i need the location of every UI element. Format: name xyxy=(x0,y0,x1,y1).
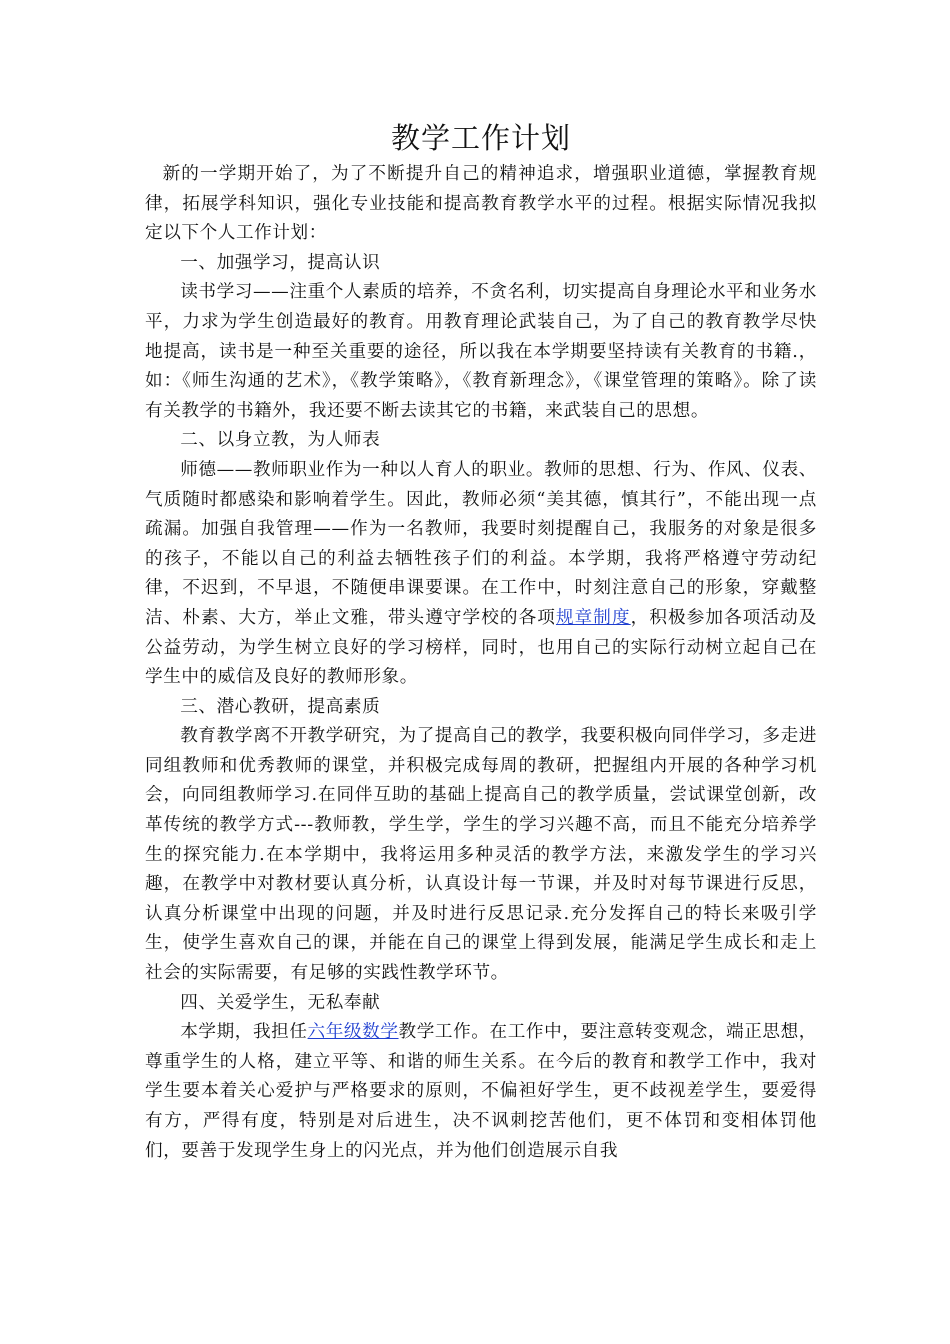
section-3-body: 教育教学离不开教学研究，为了提高自己的教学，我要积极向同伴学习，多走进同组教师和优秀教师的课堂，并积极完成每周的教研，把握组内开展的各种学习机会，向同组教师学习.在同伴互助的基础上提高自己的教学质量，尝试课堂创新，改革传统的教学方式---教师教，学生学，学生的学习兴趣不高，而且不能充分培养学生的探究能力.在本学期中，我将运用多种灵活的教学方法，来激发学生的学习兴趣，在教学中对教材要认真分析，认真设计每一节课，并及时对每节课进行反思，认真分析课堂中出现的问题，并及时进行反思记录.充分发挥自己的特长来吸引学生，使学生喜欢自己的课，并能在自己的课堂上得到发展，能满足学生成长和走上社会的实际需要，有足够的实践性教学环节。 xyxy=(145,726,817,984)
section-2-heading: 二、以身立教，为人师表 xyxy=(180,430,381,451)
section-2-body xyxy=(145,456,817,693)
section-2-text-after: ，积极参加各项活动及公益劳动，为学生树立良好的学习榜样，同时，也用自己的实际行动树立起自己在学生中的威信及良好的教师形象。 xyxy=(145,607,817,688)
section-4-text-after: 教学工作。在工作中，要注意转变观念，端正思想，尊重学生的人格，建立平等、和谐的师生关系。在今后的教育和教学工作中，我对学生要本着关心爱护与严格要求的原则，不偏袒好学生，更不歧视差学生，要爱得有方，严得有度，特别是对后进生，决不讽刺挖苦他们，更不体罚和变相体罚他们，要善于发现学生身上的闪光点，并为他们创造展示自我 xyxy=(145,1022,817,1161)
section-3-heading: 三、潜心教研，提高素质 xyxy=(180,696,381,717)
document-page xyxy=(145,118,817,1166)
rules-link[interactable]: 规章制度 xyxy=(555,607,631,628)
section-4-text-before: 本学期，我担任 xyxy=(180,1022,308,1043)
intro-paragraph: 新的一学期开始了，为了不断提升自己的精神追求，增强职业道德，掌握教育规律，拓展学科知识，强化专业技能和提高教育教学水平的过程。根据实际情况我拟定以下个人工作计划： xyxy=(145,164,817,244)
section-4-heading: 四、关爱学生，无私奉献 xyxy=(180,992,381,1013)
page-title: 教学工作计划 xyxy=(390,121,571,155)
section-1-body: 读书学习——注重个人素质的培养，不贪名利，切实提高自身理论水平和业务水平，力求为学生创造最好的教育。用教育理论武装自己，为了自己的教育教学尽快地提高，读书是一种至关重要的途径，所以我在本学期要坚持读有关教育的书籍.，如：《师生沟通的艺术》，《教学策略》，《教育新理念》，《课堂管理的策略》。除了读有关教学的书籍外，我还要不断去读其它的书籍，来武装自己的思想。 xyxy=(145,282,817,421)
section-1-heading: 一、加强学习，提高认识 xyxy=(180,252,381,273)
grade-six-math-link[interactable]: 六年级数学 xyxy=(307,1022,399,1043)
section-4-body xyxy=(145,1018,817,1166)
section-2-text-before: 师德——教师职业作为一种以人育人的职业。教师的思想、行为、作风、仪表、气质随时都感染和影响着学生。因此，教师必须“美其德，慎其行”，不能出现一点疏漏。加强自我管理——作为一名教师，我要时刻提醒自己，我服务的对象是很多的孩子，不能以自己的利益去牺牲孩子们的利益。本学期，我将严格遵守劳动纪律，不迟到，不早退，不随便串课要课。在工作中，时刻注意自己的形象，穿戴整洁、朴素、大方，举止文雅，带头遵守学校的各项 xyxy=(145,459,817,628)
